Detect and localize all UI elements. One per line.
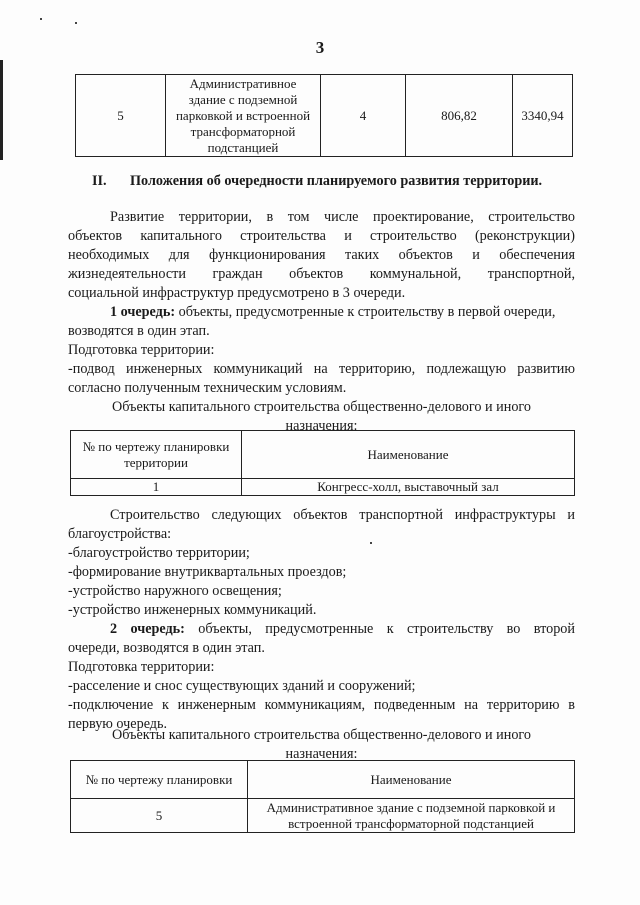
table-header-row [71,761,575,799]
transport-item: -устройство инженерных коммуникаций. [68,602,317,618]
section-heading [92,173,542,190]
cell-name-line: Административное здание с подземной парковкой и [266,799,556,815]
caption-line: Объекты капитального строительства общественно-делового и иного [112,399,531,415]
cell-total-area: 3340,94 [513,75,573,157]
stage1-text: объекты, предусмотренные к строительству в первой очереди, [175,304,556,320]
intro-paragraph [68,208,575,398]
caption-line: назначения: [285,746,358,762]
cell-name-line: Административное [189,75,297,91]
stage1-item: согласно полученным техническим условиям. [68,380,347,396]
stage2-prep: Подготовка территории: [68,659,215,675]
table-header-row [71,431,575,479]
stage2-text-cont: очереди, возводятся в один этап. [68,640,265,656]
header-line: № по чертежу планировки [82,438,230,454]
stage1-item: -подвод инженерных коммуникаций на территорию, подлежащую развитию [68,361,575,377]
header-line: территории [124,454,188,470]
objects-caption-2 [68,726,575,764]
page-number: 3 [315,38,325,57]
header-num: № по чертежу планировки [71,761,248,799]
transport-item: -устройство наружного освещения; [68,583,282,599]
stage2-label: 2 очередь: [110,621,185,637]
table-buildings-continued [75,74,573,157]
cell-num: 5 [71,799,248,833]
text-line: Строительство следующих объектов транспортной инфраструктуры и [110,507,575,523]
table-row [71,479,575,496]
text-line: необходимых для функционирования таких объектов и обеспечения [68,247,575,263]
stage2-item: -расселение и снос существующих зданий и сооружений; [68,678,416,694]
scan-margin-mark [0,60,3,160]
cell-num: 5 [76,75,166,157]
stage1-line [68,303,575,322]
table-row [76,75,573,157]
header-num [71,431,242,479]
transport-paragraph [68,506,575,734]
text-line: объектов капитального строительства и строительство (реконструкции) [68,228,575,244]
scan-speck [75,22,77,24]
cell-name [166,75,321,157]
cell-name-line: встроенной трансформаторной подстанцией [288,815,534,831]
caption-line: назначения: [285,418,358,434]
cell-name: Конгресс-холл, выставочный зал [242,479,575,496]
cell-name-line: трансформаторной [190,123,296,139]
section-title: Положения об очередности планируемого развития территории. [130,173,543,189]
stage2-item: -подключение к инженерным коммуникациям, подведенным на территорию в [68,697,575,713]
stage2-item: первую очередь. [68,716,168,732]
text-line: жизнедеятельности граждан объектов коммунальной, транспортной, [68,266,575,282]
header-name: Наименование [248,761,575,799]
table-stage1-objects [70,430,575,496]
text-line: благоустройства: [68,526,172,542]
cell-name-line: парковкой и встроенной [175,107,311,123]
header-name: Наименование [242,431,575,479]
table-stage2-objects [70,760,575,833]
table-row [71,799,575,833]
cell-num: 1 [71,479,242,496]
transport-item: -благоустройство территории; [68,545,250,561]
cell-name-line: здание с подземной [188,91,298,107]
stage2-line [68,620,575,639]
cell-name [248,799,575,833]
section-number: II. [92,173,107,189]
transport-item: -формирование внутриквартальных проездов; [68,564,347,580]
stage1-prep: Подготовка территории: [68,342,215,358]
text-line: социальной инфраструктур предусмотрено в 3 очереди. [68,285,406,301]
cell-area: 806,82 [406,75,513,157]
caption-line: Объекты капитального строительства общественно-делового и иного [112,727,531,743]
cell-name-line: подстанцией [207,139,279,155]
stage1-label: 1 очередь: [110,304,176,320]
text-line: Развитие территории, в том числе проектирование, строительство [110,209,575,225]
scan-speck [40,18,42,20]
cell-floors: 4 [321,75,406,157]
stage1-text-cont: возводятся в один этап. [68,323,210,339]
stage2-text: объекты, предусмотренные к строительству во второй [184,621,575,637]
